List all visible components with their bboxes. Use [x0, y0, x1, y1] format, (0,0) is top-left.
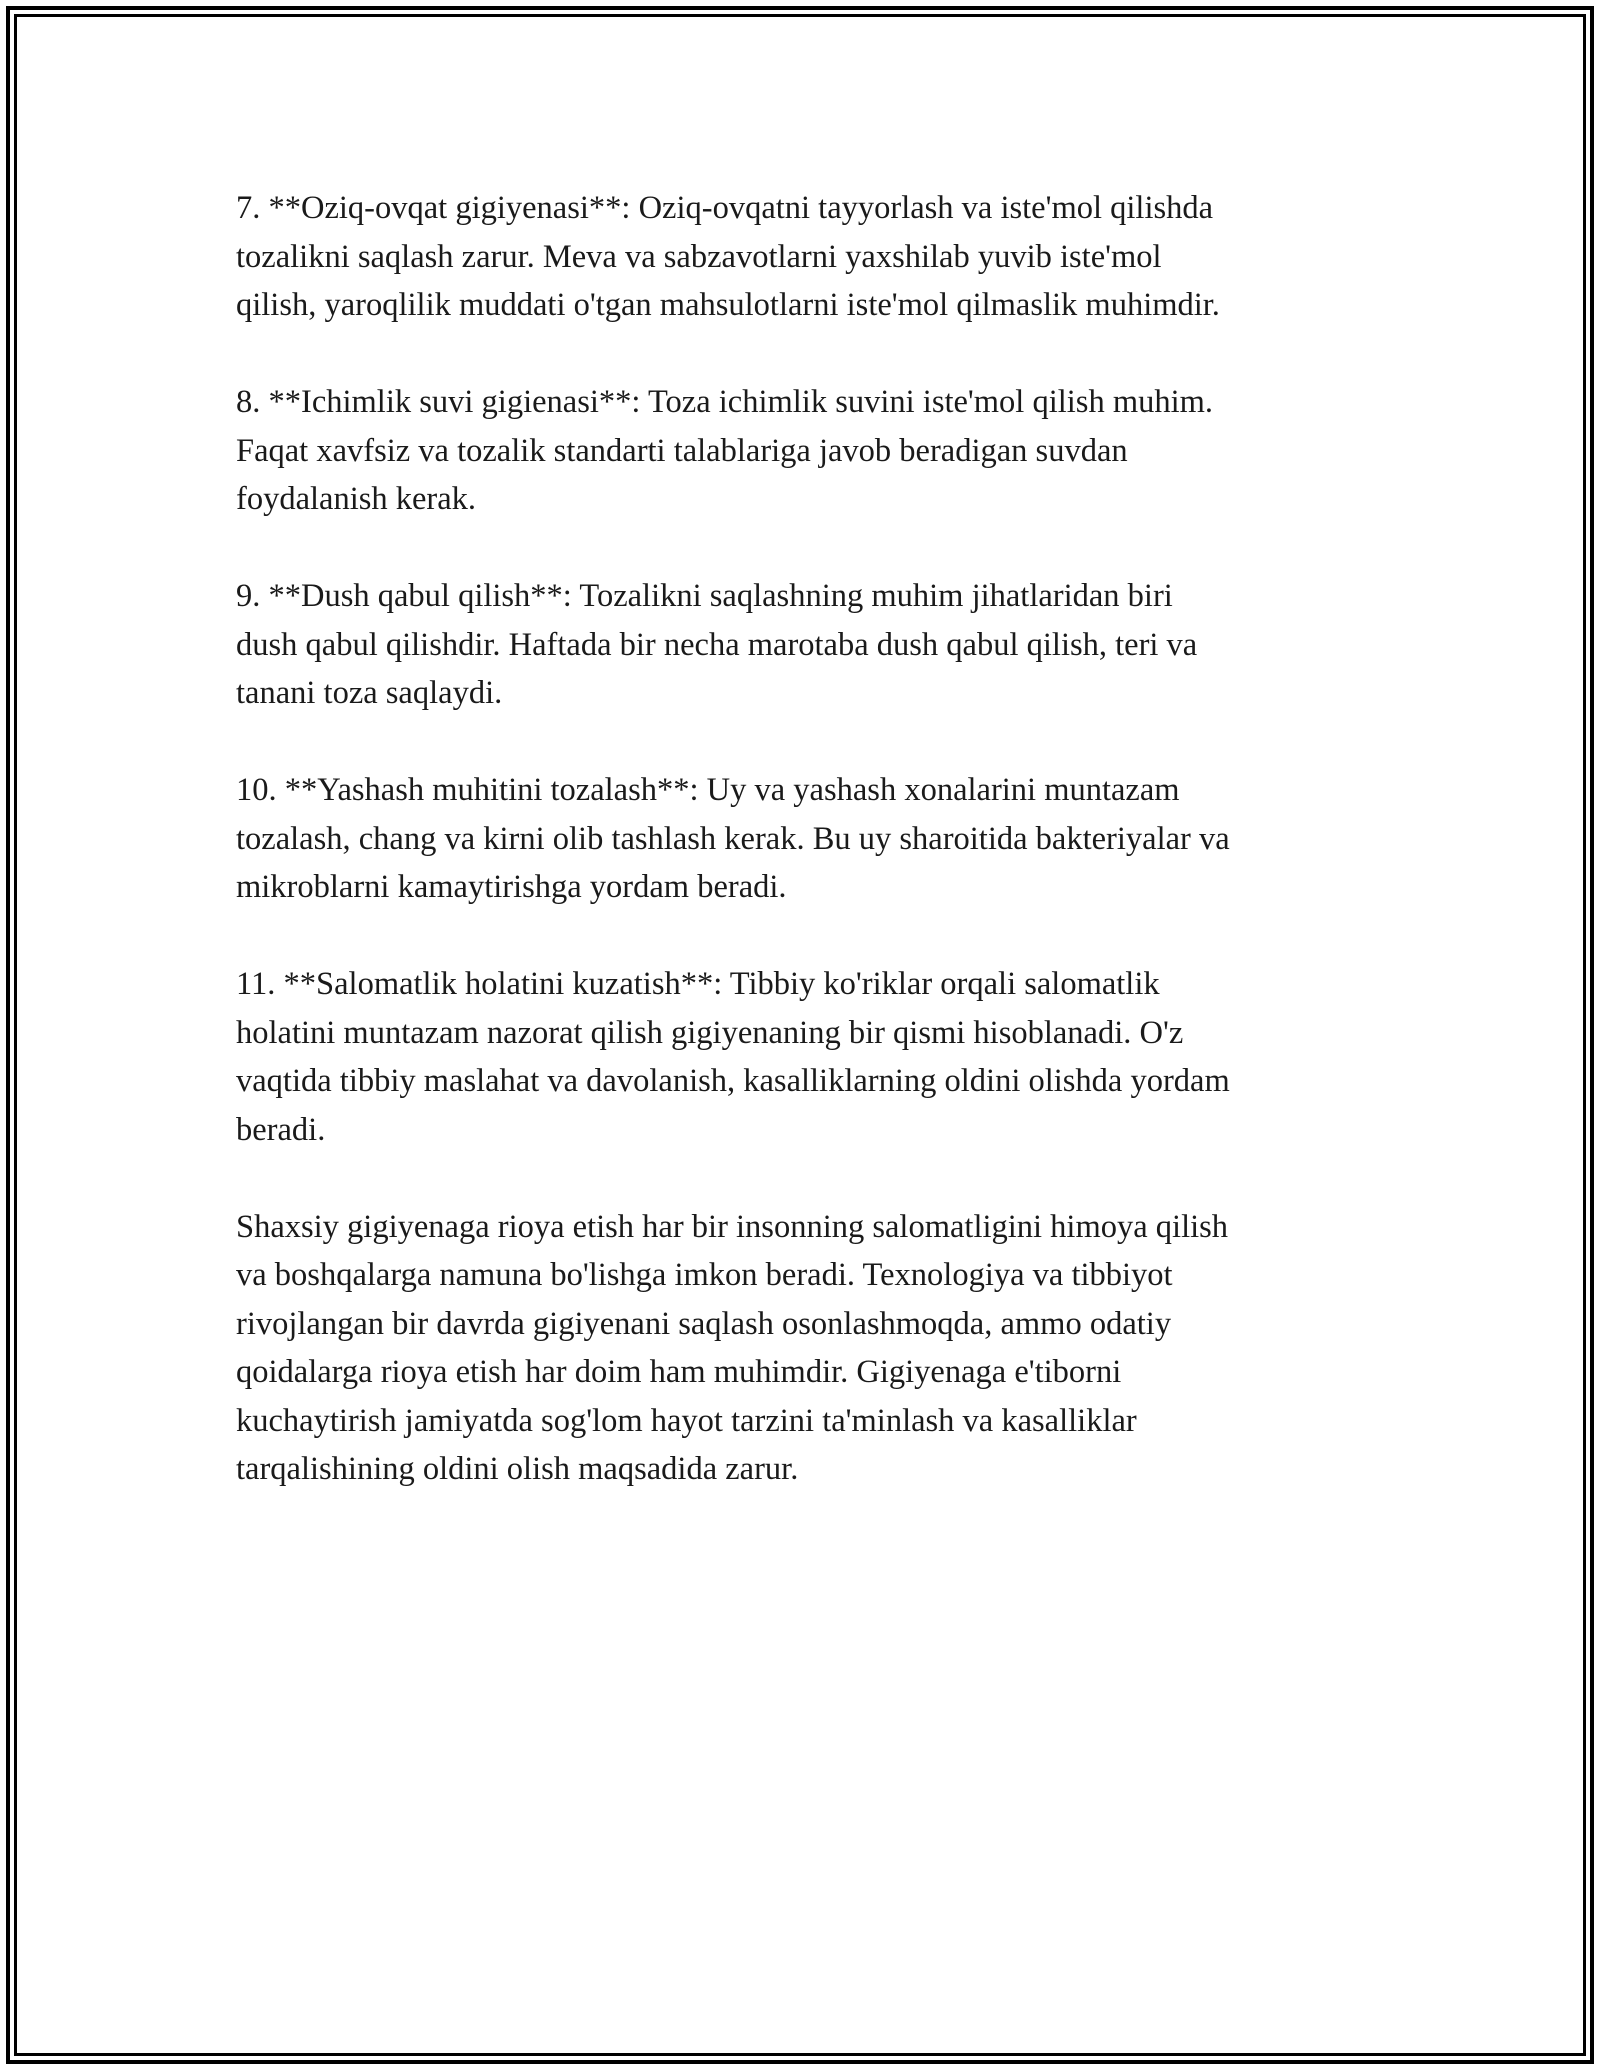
paragraph-health-monitoring: 11. **Salomatlik holatini kuzatish**: Tibbiy ko'riklar orqali salomatlik holatini muntazam nazorat qilish gigiyenaning bir qismi hisoblanadi. O'z vaqtida tibbiy maslahat va davolanish, kasalliklarning oldini olishda yordam beradi. — [236, 966, 1230, 1148]
paragraph-conclusion: Shaxsiy gigiyenaga rioya etish har bir insonning salomatligini himoya qilish va boshqalarga namuna bo'lishga imkon beradi. Texnologiya va tibbiyot rivojlangan bir davrda gigiyenani saqlash osonlashmoqda, ammo odatiy qoidalarga rioya etish har doim ham muhimdir. Gigiyenaga e'tiborni kuchaytirish jamiyatda sog'lom hayot tarzini ta'minlash va kasalliklar tarqalishining oldini olish maqsadida zarur. — [236, 1208, 1229, 1487]
paragraph-food-hygiene: 7. **Oziq-ovqat gigiyenasi**: Oziq-ovqatni tayyorlash va iste'mol qilishda tozalikni saqlash zarur. Meva va sabzavotlarni yaxshilab yuvib iste'mol qilish, yaroqlilik muddati o'tgan mahsulotlarni iste'mol qilmaslik muhimdir. — [236, 190, 1220, 323]
paragraph-drinking-water-hygiene: 8. **Ichimlik suvi gigienasi**: Toza ichimlik suvini iste'mol qilish muhim. Faqat xavfsiz va tozalik standarti talablariga javob beradigan suvdan foydalanish kerak. — [236, 384, 1214, 517]
paragraph-living-environment-cleaning: 10. **Yashash muhitini tozalash**: Uy va yashash xonalarini muntazam tozalash, chang va kirni olib tashlash kerak. Bu uy sharoitida bakteriyalar va mikroblarni kamaytirishga yordam beradi. — [236, 772, 1230, 905]
document-body — [236, 184, 1376, 1542]
paragraph-showering: 9. **Dush qabul qilish**: Tozalikni saqlashning muhim jihatlaridan biri dush qabul qilishdir. Haftada bir necha marotaba dush qabul qilish, teri va tanani toza saqlaydi. — [236, 578, 1198, 711]
